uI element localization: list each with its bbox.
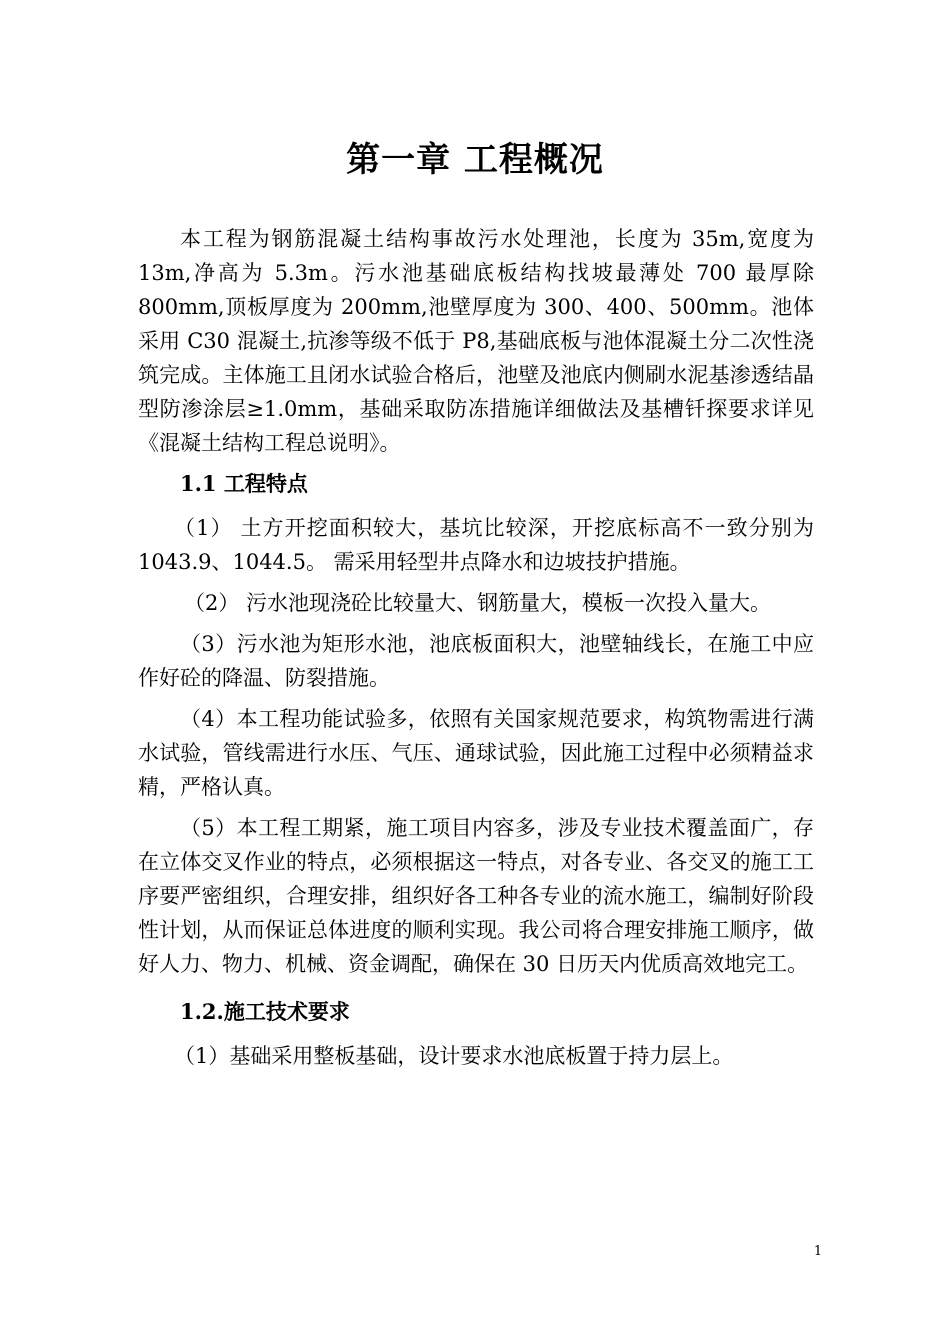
requirement-item-1: （1）基础采用整板基础，设计要求水池底板置于持力层上。 (174, 1044, 734, 1068)
feature-item-3: （3）污水池为矩形水池，池底板面积大，池壁轴线长，在施工中应作好砼的降温、防裂措施。 (138, 632, 814, 690)
feature-item-2: （2） 污水池现浇砼比较量大、钢筋量大，模板一次投入量大。 (184, 591, 772, 615)
page-number: 1 (813, 1244, 823, 1259)
section-heading-1-1: 1.1 工程特点 (180, 471, 308, 496)
feature-item-4: （4）本工程功能试验多，依照有关国家规范要求，构筑物需进行满水试验，管线需进行水压、气压、通球试验，因此施工过程中必须精益求精，严格认真。 (138, 707, 814, 799)
feature-item-1: （1） 土方开挖面积较大，基坑比较深，开挖底标高不一致分别为 1043.9、1044.5。 需采用轻型井点降水和边坡技护措施。 (138, 516, 814, 574)
chapter-title: 第一章 工程概况 (346, 139, 604, 180)
intro-paragraph: 本工程为钢筋混凝土结构事故污水处理池，长度为 35m,宽度为 13m,净高为 5.3m。污水池基础底板结构找坡最薄处 700 最厚除 800mm,顶板厚度为 200mm,池壁厚度为 300、400、500mm。池体采用 C30 混凝土,抗渗等级不低于 P8,基础底板与池体混凝土分二次性浇筑完成。主体施工且闭水试验合格后，池壁及池底内侧刷水泥基渗透结晶型防渗涂层≥1.0mm，基础采取防冻措施详细做法及基槽钎探要求详见《混凝土结构工程总说明》。 (138, 227, 814, 455)
section-heading-1-2: 1.2.施工技术要求 (180, 999, 350, 1024)
feature-item-5: （5）本工程工期紧，施工项目内容多，涉及专业技术覆盖面广，存在立体交叉作业的特点，必须根据这一特点，对各专业、各交叉的施工工序要严密组织，合理安排，组织好各工种各专业的流水施工，编制好阶段性计划，从而保证总体进度的顺利实现。我公司将合理安排施工顺序，做好人力、物力、机械、资金调配，确保在 30 日历天内优质高效地完工。 (138, 816, 814, 976)
document-body (138, 222, 814, 1073)
